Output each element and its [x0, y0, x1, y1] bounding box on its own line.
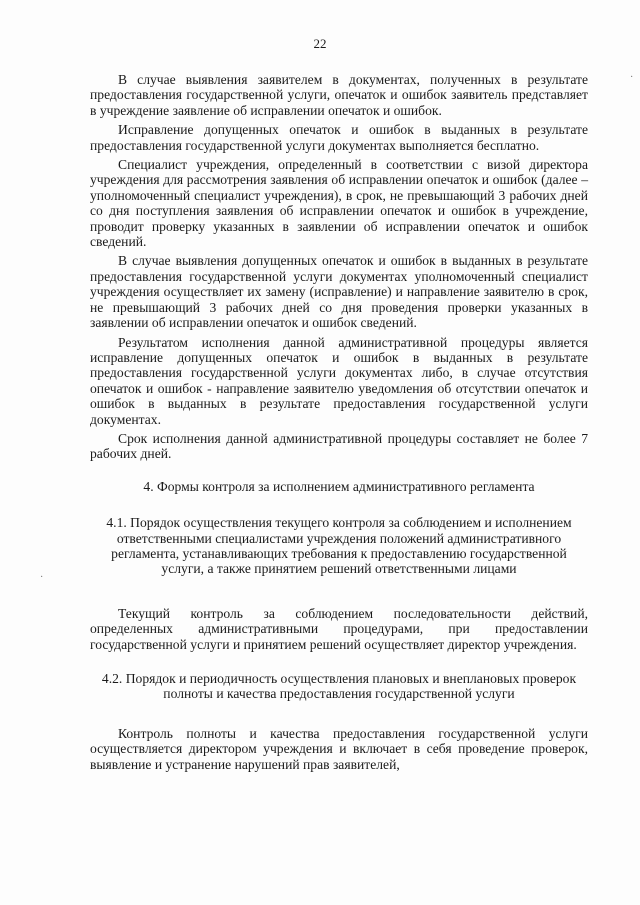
paragraph-free-correction: Исправление допущенных опечаток и ошибок в выданных в результате предоставления государственной услуги документах выполняется бесплатно.	[90, 122, 588, 153]
section-4-2-text: Контроль полноты и качества предоставления государственной услуги осуществляется директором учреждения и включает в себя проведение проверок, выявление и устранение нарушений прав заявителей,	[90, 725, 588, 772]
page-number: 22	[313, 36, 327, 51]
paragraph-replacement: В случае выявления допущенных опечаток и ошибок в выданных в результате предоставления государственной услуги документах уполномоченный специалист учреждения осуществляет их замену (исправление) и направление заявителю в срок, не превышающий 3 рабочих дней со дня проведения проверки указанных в заявлении об исправлении опечаток и ошибок сведений.	[90, 253, 588, 331]
document-body	[90, 72, 588, 772]
scan-speck: ·	[40, 572, 44, 583]
paragraph-procedure-result: Результатом исполнения данной административной процедуры является исправление допущенных опечаток и ошибок в выданных в результате предоставления государственной услуги документах либо, в случае отсутствия опечаток и ошибок - направление заявителю уведомления об отсутствии опечаток и ошибок в выданных в результате предоставления государственной услуги документах.	[90, 334, 588, 427]
section-4-1-heading: 4.1. Порядок осуществления текущего контроля за соблюдением и исполнением ответственными специалистами учреждения положений административного регламента, устанавливающих требования к предоставлению государственной услуги, а также принятием решений ответственными лицами	[106, 515, 572, 577]
paragraph-specialist-check: Специалист учреждения, определенный в соответствии с визой директора учреждения для рассмотрения заявления об исправлении опечаток и ошибок (далее – уполномоченный специалист учреждения), в срок, не превышающий 3 рабочих дней со дня поступления заявления об исправлении опечаток и ошибок в учреждение, проводит проверку указанных в заявлении об исправлении опечаток и ошибок сведений.	[90, 157, 588, 250]
scan-speck: ·	[630, 72, 634, 83]
section-4-2-heading: 4.2. Порядок и периодичность осуществления плановых и внеплановых проверок полноты и качества предоставления государственной услуги	[101, 671, 577, 702]
paragraph-procedure-term: Срок исполнения данной административной процедуры составляет не более 7 рабочих дней.	[90, 430, 588, 462]
section-4-1-text: Текущий контроль за соблюдением последовательности действий, определенных административными процедурами, при предоставлении государственной услуги и принятием решений осуществляет директор учреждения.	[90, 605, 588, 652]
section-4-heading: 4. Формы контроля за исполнением административного регламента	[143, 478, 535, 494]
paragraph-error-detection: В случае выявления заявителем в документах, полученных в результате предоставления государственной услуги, опечаток и ошибок заявитель представляет в учреждение заявление об исправлении опечаток и ошибок.	[90, 72, 588, 118]
